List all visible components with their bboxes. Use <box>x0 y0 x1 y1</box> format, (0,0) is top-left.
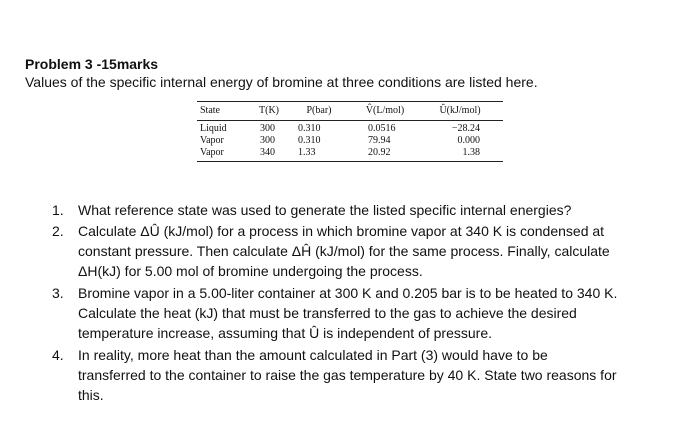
question-number: 1. <box>52 202 64 218</box>
table-row <box>197 147 503 159</box>
question-line: this. <box>78 387 104 403</box>
table-row <box>197 123 503 135</box>
cell-specific-volume: 20.92 <box>368 147 391 158</box>
table-bottom-rule <box>197 161 503 162</box>
cell-temperature: 340 <box>260 147 275 158</box>
question-line: transferred to the container to raise the gas temperature by 40 K. State two reasons for <box>78 367 617 383</box>
header-specific-volume: V̂(L/mol) <box>365 105 405 116</box>
question-line: ΔH(kJ) for 5.00 mol of bromine undergoing the process. <box>78 263 423 279</box>
question-line: What reference state was used to generate the listed specific internal energies? <box>78 202 572 218</box>
cell-state: Vapor <box>200 135 224 146</box>
question-line: Calculate ΔÛ (kJ/mol) for a process in which bromine vapor at 340 K is condensed at <box>78 223 605 239</box>
header-temperature: T(K) <box>259 105 279 116</box>
cell-temperature: 300 <box>260 123 275 134</box>
problem-intro: Values of the specific internal energy of bromine at three conditions are listed here. <box>25 74 538 90</box>
cell-specific-volume: 79.94 <box>368 135 391 146</box>
cell-internal-energy: −28.24 <box>451 123 480 134</box>
cell-pressure: 1.33 <box>298 147 316 158</box>
question-line: constant pressure. Then calculate ΔĤ (kJ/mol) for the same process. Finally, calculate <box>78 243 610 259</box>
question-number: 4. <box>52 347 64 363</box>
question-number: 3. <box>52 285 64 301</box>
problem-title: Problem 3 -15marks <box>25 56 159 72</box>
cell-internal-energy: 1.38 <box>462 147 480 158</box>
bromine-energy-table <box>197 101 503 162</box>
question-line: Calculate the heat (kJ) that must be transferred to the gas to achieve the desired <box>78 305 577 321</box>
cell-specific-volume: 0.0516 <box>368 123 396 134</box>
question-line: Bromine vapor in a 5.00-liter container at 300 K and 0.205 bar is to be heated to 340 K. <box>78 285 618 301</box>
header-state: State <box>200 105 220 116</box>
question-number: 2. <box>52 223 64 239</box>
header-pressure: P(bar) <box>306 105 332 116</box>
question-line: In reality, more heat than the amount calculated in Part (3) would have to be <box>78 347 548 363</box>
cell-internal-energy: 0.000 <box>457 135 480 146</box>
question-line: temperature increase, assuming that Û is independent of pressure. <box>78 325 493 341</box>
table-header-row <box>197 102 503 120</box>
cell-pressure: 0.310 <box>298 135 321 146</box>
header-internal-energy: Û(kJ/mol) <box>439 105 481 116</box>
table-row <box>197 135 503 147</box>
cell-state: Vapor <box>200 147 224 158</box>
cell-temperature: 300 <box>260 135 275 146</box>
cell-pressure: 0.310 <box>298 123 321 134</box>
cell-state: Liquid <box>200 123 227 134</box>
